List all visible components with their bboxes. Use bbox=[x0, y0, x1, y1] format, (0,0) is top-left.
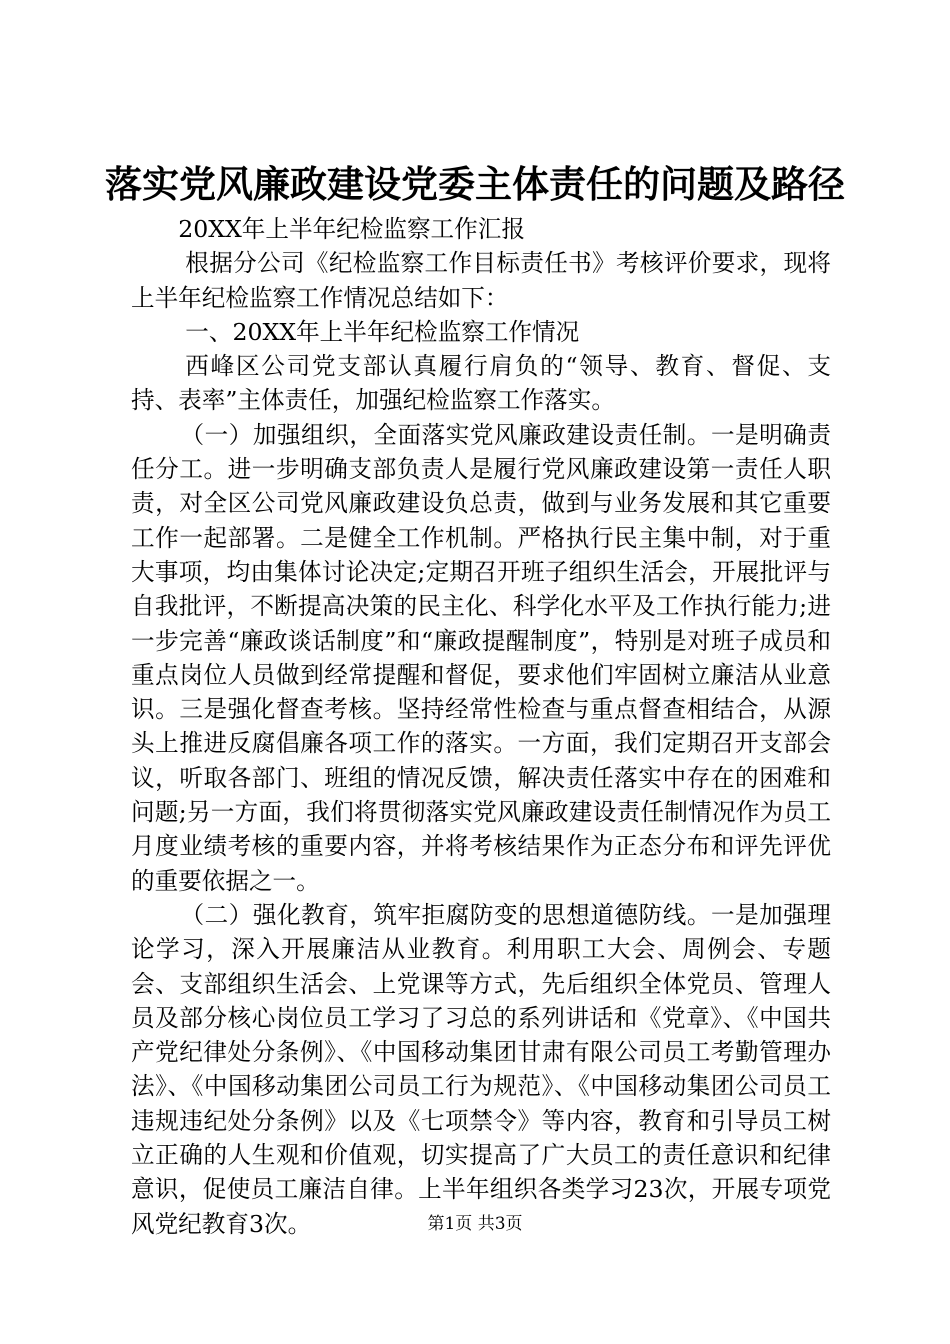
document-title: 落实党风廉政建设党委主体责任的问题及路径 bbox=[105, 162, 845, 206]
document-body bbox=[131, 212, 831, 1241]
paragraph-education: （二）强化教育，筑牢拒腐防变的思想道德防线。一是加强理论学习，深入开展廉洁从业教育。利用职工大会、周例会、专题会、支部组织生活会、上党课等方式，先后组织全体党员、管理人员及部分核心岗位员工学习了习总的系列讲话和《党章》、《中国共产党纪律处分条例》、《中国移动集团甘肃有限公司员工考勤管理办法》、《中国移动集团公司员工行为规范》、《中国移动集团公司员工违规违纪处分条例》以及《七项禁令》等内容，教育和引导员工树立正确的人生观和价值观，切实提高了广大员工的责任意识和纪律意识，促使员工廉洁自律。上半年组织各类学习23次，开展专项党风党纪教育3次。 bbox=[131, 900, 831, 1238]
paragraph-intro: 根据分公司《纪检监察工作目标责任书》考核评价要求，现将上半年纪检监察工作情况总结如下： bbox=[131, 249, 831, 312]
report-subtitle: 20XX年上半年纪检监察工作汇报 bbox=[178, 215, 525, 243]
page-number-footer: 第1页 共3页 bbox=[427, 1214, 523, 1234]
paragraph-organization: （一）加强组织，全面落实党风廉政建设责任制。一是明确责任分工。进一步明确支部负责人是履行党风廉政建设第一责任人职责，对全区公司党风廉政建设负总责，做到与业务发展和其它重要工作一起部署。二是健全工作机制。严格执行民主集中制，对于重大事项，均由集体讨论决定;定期召开班子组织生活会，开展批评与自我批评，不断提高决策的民主化、科学化水平及工作执行能力;进一步完善“廉政谈话制度”和“廉政提醒制度”，特别是对班子成员和重点岗位人员做到经常提醒和督促，要求他们牢固树立廉洁从业意识。三是强化督查考核。坚持经常性检查与重点督查相结合，从源头上推进反腐倡廉各项工作的落实。一方面，我们定期召开支部会议，听取各部门、班组的情况反馈，解决责任落实中存在的困难和问题;另一方面，我们将贯彻落实党风廉政建设责任制情况作为员工月度业绩考核的重要内容，并将考核结果作为正态分布和评先评优的重要依据之一。 bbox=[131, 420, 831, 895]
section-heading: 一、20XX年上半年纪检监察工作情况 bbox=[185, 317, 580, 346]
paragraph-overview: 西峰区公司党支部认真履行肩负的“领导、教育、督促、支持、表率”主体责任，加强纪检监察工作落实。 bbox=[131, 352, 831, 415]
